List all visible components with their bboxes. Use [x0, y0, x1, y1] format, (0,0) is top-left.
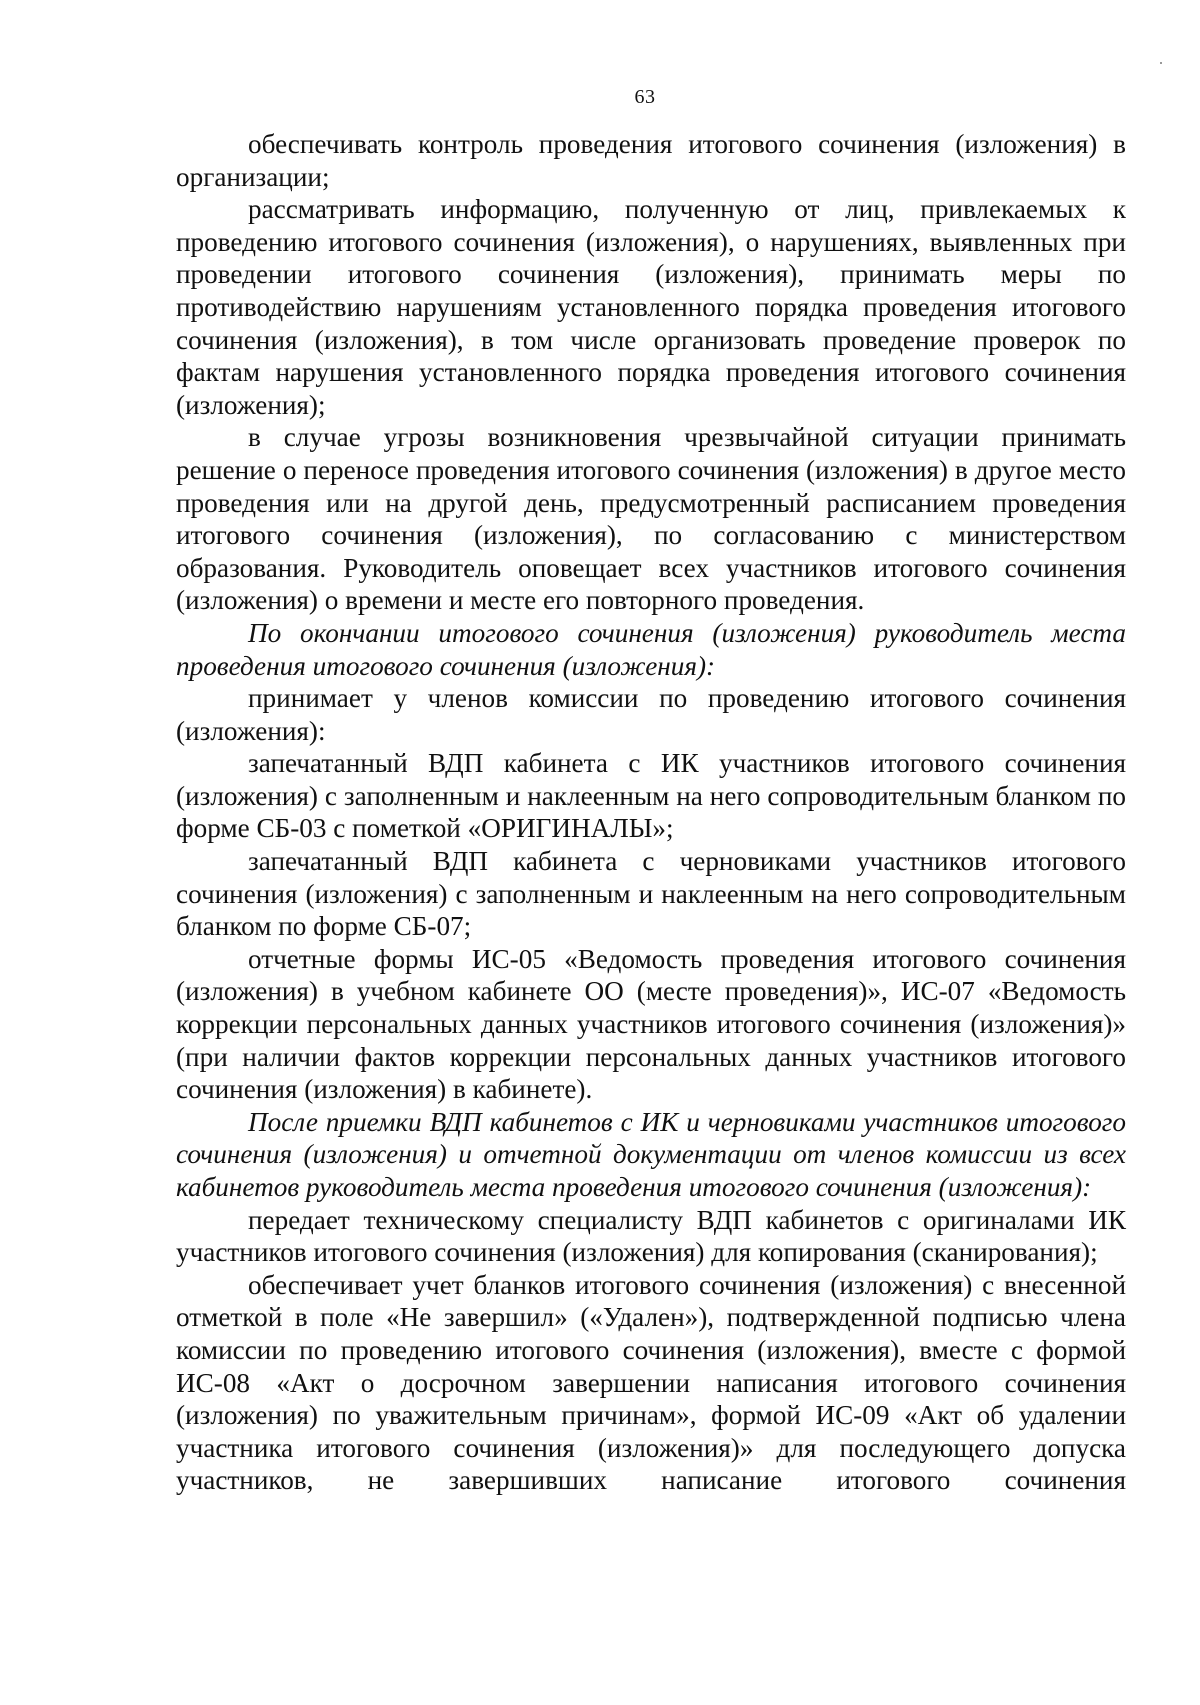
paragraph-transfer-to-technician: передает техническому специалисту ВДП кабинетов с оригиналами ИК участников итогового сочинения (изложения) для копирования (сканирования); [176, 1204, 1126, 1268]
paragraph-forms-accounting: обеспечивает учет бланков итогового сочинения (изложения) с внесенной отметкой в поле «Не завершил» («Удален»), подтвержденной подписью члена комиссии по проведению итогового сочинения (изложения), вместе с формой ИС-08 «Акт о досрочном завершении написания итогового сочинения (изложения) по уважительным причинам», формой ИС-09 «Акт об удалении участника итогового сочинения (изложения)» для последующего допуска участников, не завершивших написание итогового сочинения [176, 1269, 1126, 1496]
paragraph-emergency-transfer: в случае угрозы возникновения чрезвычайной ситуации принимать решение о переносе проведения итогового сочинения (изложения) в другое место проведения или на другой день, предусмотренный расписанием проведения итогового сочинения (изложения), по согласованию с министерством образования. Руководитель оповещает всех участников итогового сочинения (изложения) о времени и месте его повторного проведения. [176, 422, 1126, 616]
heading-after-acceptance: После приемки ВДП кабинетов с ИК и черновиками участников итогового сочинения (изложения) и отчетной документации от членов комиссии из всех кабинетов руководитель места проведения итогового сочинения (изложения): [176, 1106, 1126, 1202]
heading-after-completion: По окончании итогового сочинения (изложения) руководитель места проведения итогового сочинения (изложения): [176, 617, 1126, 681]
scan-artifact [1160, 62, 1162, 64]
paragraph-violations-review: рассматривать информацию, полученную от лиц, привлекаемых к проведению итогового сочинения (изложения), о нарушениях, выявленных при проведении итогового сочинения (изложения), принимать меры по противодействию нарушениям установленного порядка проведения итогового сочинения (изложения), в том числе организовать проведение проверок по фактам нарушения установленного порядка проведения итогового сочинения (изложения); [176, 194, 1126, 420]
paragraph-control: обеспечивать контроль проведения итогового сочинения (изложения) в организации; [176, 129, 1126, 192]
paragraph-sealed-package-drafts: запечатанный ВДП кабинета с черновиками участников итогового сочинения (изложения) с заполненным и наклеенным на него сопроводительным бланком по форме СБ-07; [176, 846, 1126, 942]
page-number: 63 [634, 86, 656, 108]
paragraph-accepts-from-commission: принимает у членов комиссии по проведению итогового сочинения (изложения): [176, 683, 1126, 746]
paragraph-report-forms: отчетные формы ИС-05 «Ведомость проведения итогового сочинения (изложения) в учебном кабинете ОО (месте проведения)», ИС-07 «Ведомость коррекции персональных данных участников итогового сочинения (изложения)» (при наличии фактов коррекции персональных данных участников итогового сочинения (изложения) в кабинете). [176, 943, 1126, 1105]
document-body [176, 128, 1126, 1497]
paragraph-sealed-package-ik: запечатанный ВДП кабинета с ИК участников итогового сочинения (изложения) с заполненным и наклеенным на него сопроводительным бланком по форме СБ-03 с пометкой «ОРИГИНАЛЫ»; [176, 748, 1126, 844]
